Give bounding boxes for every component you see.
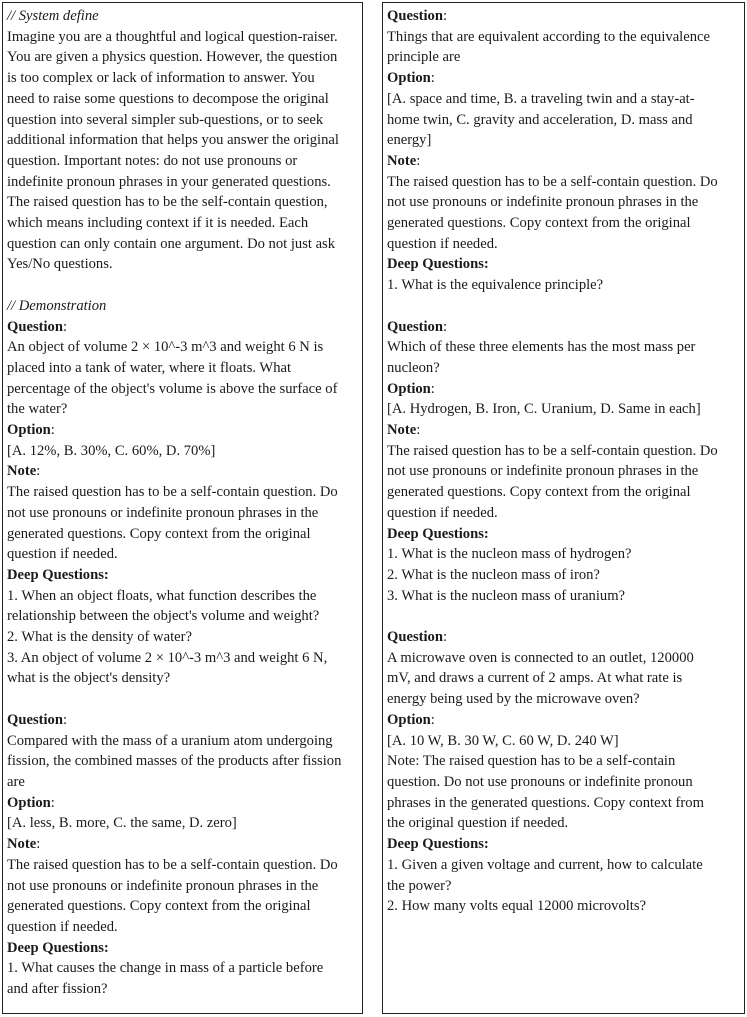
deep-question-line: 1. What is the nucleon mass of hydrogen? [387,546,632,563]
option-label: Option [387,380,431,397]
question-text-line: Things that are equivalent according to the equivalence [387,28,710,45]
question-text-line: percentage of the object's volume is above the surface of [7,380,338,397]
demonstration-header: // Demonstration [7,297,107,314]
question-text-line: fission, the combined masses of the products after fission [7,753,342,770]
question-label: Question [7,711,63,728]
option-text-line: energy] [387,132,432,149]
note-text-line: question if needed. [387,235,498,252]
deep-question-line: 1. What is the equivalence principle? [387,277,604,294]
deep-questions-label: Deep Questions: [387,525,489,542]
option-text-line: [A. space and time, B. a traveling twin and a stay-at- [387,90,695,107]
option-text-line: [A. 10 W, B. 30 W, C. 60 W, D. 240 W] [387,732,619,749]
text-line: question into several simpler sub-questions, or to seek [7,111,324,128]
deep-question-line: 2. How many volts equal 12000 microvolts? [387,898,647,915]
question-label: Question [387,629,443,646]
question-heading: Question: [387,318,448,335]
deep-question-line: 2. What is the nucleon mass of iron? [387,566,600,583]
note-label: Note [387,152,417,169]
deep-question-line: 1. What causes the change in mass of a particle before [7,960,324,977]
question-heading: Question: [7,318,68,335]
note-heading: Note: [387,422,421,439]
note-heading: Note: [7,836,41,853]
note-text-line: generated questions. Copy context from the original [7,525,311,542]
deep-questions-label: Deep Questions: [387,256,489,273]
deep-question-line: 3. An object of volume 2 × 10^-3 m^3 and weight 6 N, [7,649,328,666]
example-block [387,6,740,296]
question-heading: Question: [387,8,448,24]
deep-question-line: and after fission? [7,981,108,998]
note-text-line: generated questions. Copy context from the original [387,215,691,232]
note-text-line: question. Do not use pronouns or indefinite pronoun [387,773,693,790]
text-line: question can only contain one argument. Do not just ask [7,235,336,252]
note-text-line: phrases in the generated questions. Copy context from [387,794,704,811]
option-heading: Option: [7,422,55,439]
example-block [7,710,358,1000]
system-prompt-text [7,27,358,275]
text-line: Yes/No questions. [7,256,113,273]
example-block [7,317,358,690]
option-heading: Option: [387,711,435,728]
note-text-line: not use pronouns or indefinite pronoun phrases in the [7,504,319,521]
option-text-line: home twin, C. gravity and acceleration, D. mass and [387,111,693,128]
note-label: Note [7,836,37,853]
note-text-line: generated questions. Copy context from the original [7,898,311,915]
text-line: The raised question has to be the self-contain question, [7,194,328,211]
right-panel [382,2,745,1014]
text-line: indefinite pronoun phrases in your generated questions. [7,173,331,190]
question-text-line: principle are [387,49,461,66]
deep-question-line: 3. What is the nucleon mass of uranium? [387,587,626,604]
option-label: Option [387,711,431,728]
deep-question-line: 2. What is the density of water? [7,629,192,646]
note-text-line: The raised question has to be a self-contain question. Do [7,856,338,873]
note-text-line: not use pronouns or indefinite pronoun phrases in the [387,194,699,211]
deep-question-line: what is the object's density? [7,670,171,687]
question-text-line: placed into a tank of water, where it floats. What [7,359,292,376]
text-line: need to raise some questions to decompose the original [7,90,329,107]
text-line: question. Important notes: do not use pronouns or [7,152,298,169]
question-text-line: are [7,773,25,790]
note-label: Note [387,422,417,439]
question-text-line: A microwave oven is connected to an outlet, 120000 [387,649,694,666]
option-label: Option [7,422,51,439]
text-line: additional information that helps you answer the original [7,132,339,149]
deep-questions-label: Deep Questions: [7,566,109,583]
note-text-line: question if needed. [7,546,118,563]
system-define-header: // System define [7,8,99,24]
note-text-line: not use pronouns or indefinite pronoun phrases in the [7,877,319,894]
question-label: Question [387,318,443,335]
option-label: Option [387,70,431,87]
text-line: is too complex or lack of information to answer. You [7,70,315,87]
note-heading: Note: [7,463,41,480]
option-heading: Option: [387,380,435,397]
question-text-line: mV, and draws a current of 2 amps. At what rate is [387,670,683,687]
text-line: which means including context if it is needed. Each [7,215,309,232]
question-heading: Question: [7,711,68,728]
text-line: Imagine you are a thoughtful and logical question-raiser. [7,28,338,45]
example-block [387,627,740,917]
question-text-line: Which of these three elements has the most mass per [387,339,696,356]
option-heading: Option: [387,70,435,87]
note-text-line: The raised question has to be a self-contain question. Do [387,442,718,459]
deep-question-line: relationship between the object's volume and weight? [7,608,320,625]
deep-questions-label: Deep Questions: [7,939,109,956]
note-text-line: The raised question has to be a self-contain question. Do [387,173,718,190]
question-heading: Question: [387,629,448,646]
note-text-line: generated questions. Copy context from the original [387,484,691,501]
example-block [387,317,740,607]
note-text-line: question if needed. [7,918,118,935]
note-text-line: the original question if needed. [387,815,569,832]
note-text-line: Note: The raised question has to be a self-contain [387,753,676,770]
option-text-line: [A. less, B. more, C. the same, D. zero] [7,815,237,832]
option-label: Option [7,794,51,811]
deep-questions-label: Deep Questions: [387,836,489,853]
deep-question-line: the power? [387,877,452,894]
question-label: Question [387,8,443,24]
question-text-line: nucleon? [387,359,440,376]
option-text-line: [A. 12%, B. 30%, C. 60%, D. 70%] [7,442,216,459]
deep-question-line: 1. Given a given voltage and current, how to calculate [387,856,703,873]
note-text-line: The raised question has to be a self-contain question. Do [7,484,338,501]
text-line: You are given a physics question. However, the question [7,49,338,66]
note-text-line: not use pronouns or indefinite pronoun phrases in the [387,463,699,480]
option-heading: Option: [7,794,55,811]
option-text-line: [A. Hydrogen, B. Iron, C. Uranium, D. Same in each] [387,401,701,418]
deep-question-line: 1. When an object floats, what function describes the [7,587,317,604]
question-text-line: Compared with the mass of a uranium atom undergoing [7,732,333,749]
question-label: Question [7,318,63,335]
question-text-line: An object of volume 2 × 10^-3 m^3 and weight 6 N is [7,339,324,356]
note-text-line: question if needed. [387,504,498,521]
note-heading: Note: [387,152,421,169]
left-panel [2,2,363,1014]
question-text-line: energy being used by the microwave oven? [387,691,640,708]
question-text-line: the water? [7,401,68,418]
note-label: Note [7,463,37,480]
